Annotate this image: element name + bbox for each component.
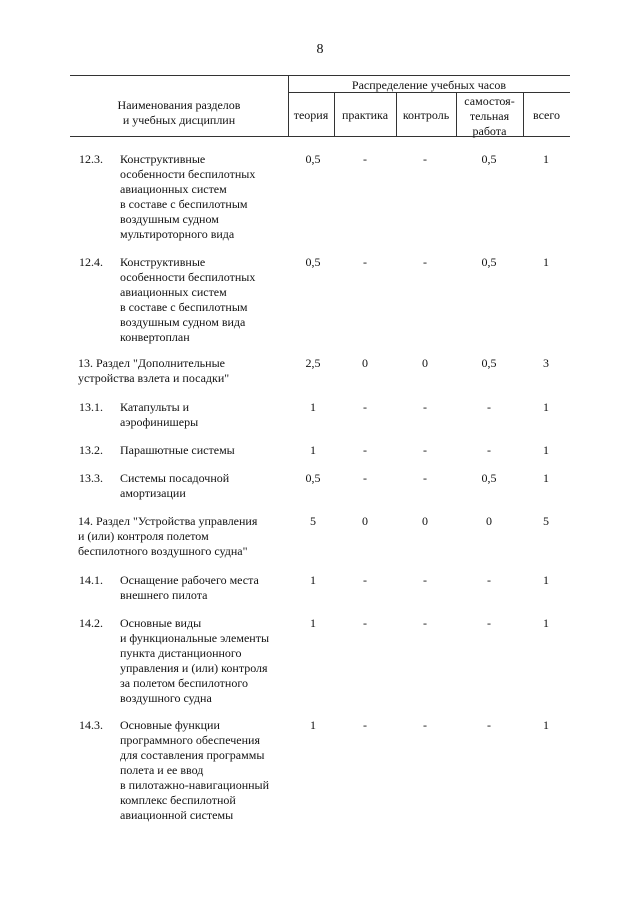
discipline-name: Основные виды и функциональные элементы пункта дистанционного управления и (или) контроля за полетом беспилотного воздушного судна (120, 616, 270, 705)
cell-practice: - (363, 471, 367, 485)
row-number: 14.1. (79, 573, 103, 587)
cell-theory: 0,5 (305, 471, 321, 485)
cell-total: 1 (543, 616, 549, 630)
cell-total: 3 (543, 356, 549, 370)
cell-theory: 0,5 (305, 152, 321, 166)
cell-theory: 1 (310, 718, 316, 732)
cell-total: 1 (543, 718, 549, 732)
cell-self-work: - (487, 573, 491, 587)
cell-control: 0 (422, 356, 428, 370)
cell-theory: 2,5 (305, 356, 321, 370)
discipline-name: Оснащение рабочего места внешнего пилота (120, 573, 259, 602)
header-total: всего (532, 108, 561, 122)
cell-total: 1 (543, 400, 549, 414)
header-distribution: Распределение учебных часов (351, 78, 507, 92)
discipline-name: Конструктивные особенности беспилотных авиационных систем в составе с беспилотным воздушным судном вида конвертоплан (120, 255, 256, 344)
cell-total: 1 (543, 443, 549, 457)
header-practice: практика (341, 108, 389, 122)
discipline-name: Катапульты и аэрофинишеры (120, 400, 199, 429)
cell-control: - (423, 443, 427, 457)
header-self-work: самостоя- тельная работа (464, 94, 515, 138)
header-names: Наименования разделов и учебных дисциплин (117, 98, 241, 127)
cell-self-work: - (487, 443, 491, 457)
cell-theory: 1 (310, 573, 316, 587)
row-number: 12.3. (79, 152, 103, 166)
row-number: 14.3. (79, 718, 103, 732)
cell-practice: - (363, 616, 367, 630)
cell-self-work: - (487, 718, 491, 732)
cell-control: - (423, 400, 427, 414)
cell-practice: - (363, 573, 367, 587)
discipline-name: Парашютные системы (120, 443, 235, 457)
cell-self-work: - (487, 616, 491, 630)
row-number: 13.3. (79, 471, 103, 485)
cell-practice: - (363, 443, 367, 457)
cell-control: 0 (422, 514, 428, 528)
row-number: 13.2. (79, 443, 103, 457)
section-title: 14. Раздел "Устройства управления и (или) контроля полетом беспилотного воздушного судна" (78, 514, 258, 558)
row-number: 12.4. (79, 255, 103, 269)
cell-self-work: 0,5 (481, 152, 497, 166)
cell-practice: - (363, 718, 367, 732)
cell-theory: 1 (310, 616, 316, 630)
cell-self-work: - (487, 400, 491, 414)
cell-practice: 0 (362, 356, 368, 370)
cell-total: 1 (543, 255, 549, 269)
cell-self-work: 0,5 (481, 255, 497, 269)
cell-control: - (423, 718, 427, 732)
cell-theory: 1 (310, 443, 316, 457)
cell-practice: 0 (362, 514, 368, 528)
cell-total: 1 (543, 573, 549, 587)
header-control: контроль (402, 108, 450, 122)
section-title: 13. Раздел "Дополнительные устройства взлета и посадки" (78, 356, 230, 385)
cell-self-work: 0 (486, 514, 492, 528)
cell-total: 1 (543, 152, 549, 166)
cell-theory: 5 (310, 514, 316, 528)
row-number: 14.2. (79, 616, 103, 630)
cell-control: - (423, 152, 427, 166)
discipline-name: Системы посадочной амортизации (120, 471, 230, 500)
cell-theory: 0,5 (305, 255, 321, 269)
cell-control: - (423, 573, 427, 587)
cell-total: 1 (543, 471, 549, 485)
cell-self-work: 0,5 (481, 356, 497, 370)
cell-self-work: 0,5 (481, 471, 497, 485)
cell-practice: - (363, 255, 367, 269)
cell-theory: 1 (310, 400, 316, 414)
cell-control: - (423, 255, 427, 269)
cell-control: - (423, 471, 427, 485)
table-top-rule (70, 75, 570, 76)
cell-practice: - (363, 152, 367, 166)
discipline-name: Основные функции программного обеспечения для составления программы полета и ее ввод в пилотажно-навигационный комплекс беспилотной авиационной системы (120, 718, 270, 822)
header-theory: теория (293, 108, 329, 122)
page-number: 8 (316, 42, 324, 57)
row-number: 13.1. (79, 400, 103, 414)
cell-control: - (423, 616, 427, 630)
discipline-name: Конструктивные особенности беспилотных авиационных систем в составе с беспилотным воздушным судном мультироторного вида (120, 152, 256, 241)
cell-total: 5 (543, 514, 549, 528)
cell-practice: - (363, 400, 367, 414)
